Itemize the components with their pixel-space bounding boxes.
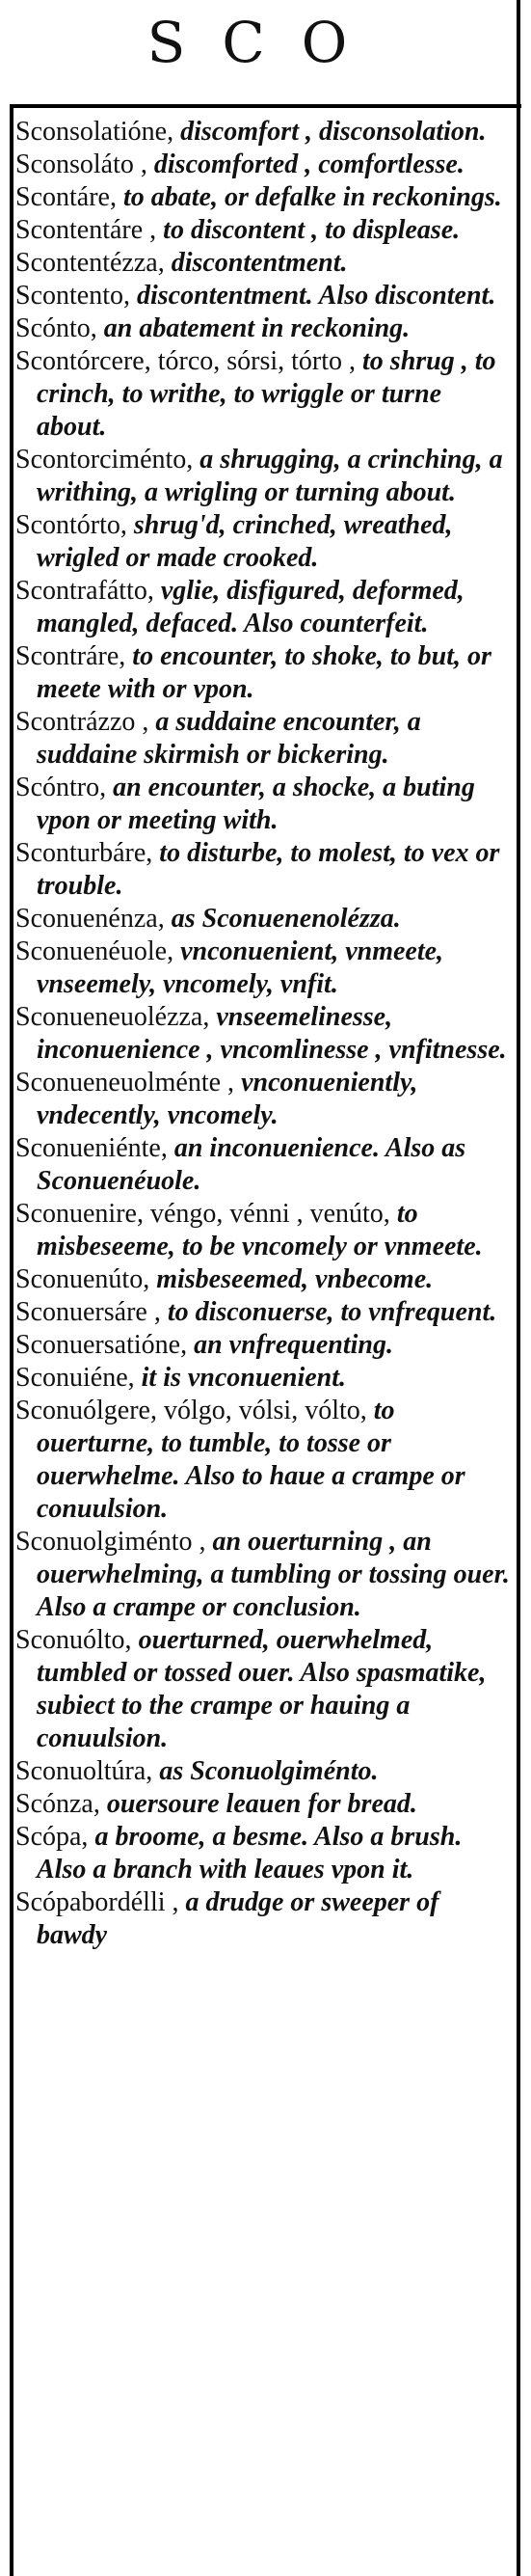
dictionary-entry: [13, 116, 515, 149]
entry-headword: Scónto,: [15, 313, 97, 343]
entry-headword: Scontórto,: [15, 510, 127, 540]
entry-definition: as Sconuolgiménto.: [152, 1756, 379, 1786]
dictionary-entry: [13, 772, 515, 837]
dictionary-entry: [13, 1296, 515, 1329]
entry-headword: Sconturbáre,: [15, 838, 153, 868]
entry-definition: discontentment. Also discontent.: [130, 281, 496, 311]
dictionary-entry: [13, 1821, 515, 1886]
entry-headword: Sconueneuolménte ,: [15, 1068, 235, 1098]
dictionary-entry: [13, 247, 515, 280]
entry-headword: Sconuenéuole,: [15, 936, 174, 966]
entry-headword: Sconuenúto,: [15, 1264, 150, 1294]
page-header: SCO: [146, 10, 385, 75]
entry-headword: Scontrafátto,: [15, 576, 154, 606]
entry-headword: Sconuolgiménto ,: [15, 1527, 206, 1557]
entry-headword: Scóntro,: [15, 773, 107, 802]
entry-definition: discontentment.: [164, 248, 348, 278]
dictionary-entry: [13, 1395, 515, 1526]
dictionary-entry: [13, 509, 515, 575]
dictionary-entry: [13, 1886, 515, 1952]
dictionary-entry: [13, 935, 515, 1001]
entry-definition: vnseemelinesse, inconuenience , vncomlinesse , vnfitnesse.: [37, 1002, 507, 1065]
entry-headword: Sconuiéne,: [15, 1363, 135, 1393]
entry-headword: Scontentézza,: [15, 248, 165, 278]
entry-headword: Sconueneuolézza,: [15, 1002, 210, 1032]
entry-definition: a broome, a besme. Also a brush. Also a branch with leaues vpon it.: [37, 1822, 463, 1885]
entry-headword: Sconsolatióne,: [15, 117, 174, 147]
dictionary-entry: [13, 1624, 515, 1755]
dictionary-entry: [13, 1329, 515, 1362]
entry-definition: to ouerturne, to tumble, to tosse or ouerwhelme. Also to haue a crampe or conuulsion.: [37, 1396, 465, 1524]
entry-definition: to shrug , to crinch, to writhe, to wriggle or turne about.: [37, 346, 496, 442]
entry-headword: Scontórcere, tórco, sórsi, tórto ,: [15, 346, 357, 376]
entry-headword: Sconuersatióne,: [15, 1330, 188, 1360]
dictionary-entry: [13, 444, 515, 509]
entry-headword: Scópabordélli ,: [15, 1887, 179, 1917]
entry-headword: Scontento,: [15, 281, 130, 311]
dictionary-entry: [13, 280, 515, 312]
entry-headword: Sconuólgere, vólgo, vólsi, vólto,: [15, 1396, 367, 1425]
dictionary-entry: [13, 1263, 515, 1296]
dictionary-entry: [13, 1788, 515, 1821]
entry-headword: Scontáre,: [15, 182, 117, 212]
dictionary-entry: [13, 575, 515, 640]
entry-definition: vnconueniently, vndecently, vncomely.: [37, 1068, 418, 1130]
entry-headword: Scontráre,: [15, 641, 126, 671]
entry-definition: misbeseemed, vnbecome.: [149, 1264, 434, 1294]
dictionary-entry: [13, 1067, 515, 1132]
entry-definition: to misbeseeme, to be vncomely or vnmeete.: [37, 1199, 483, 1261]
entry-definition: vglie, disfigured, deformed, mangled, defaced. Also counterfeit.: [37, 576, 465, 638]
dictionary-entry: [13, 149, 515, 181]
entry-definition: an ouerturning , an ouerwhelming, a tumbling or tossing ouer. Also a crampe or conclusion.: [37, 1527, 510, 1622]
dictionary-entry: [13, 181, 515, 214]
entry-definition: a suddaine encounter, a suddaine skirmish or bickering.: [37, 707, 421, 770]
frame-rule-top: [10, 104, 521, 108]
entry-definition: as Sconuenenolézza.: [164, 904, 401, 934]
dictionary-entry: [13, 1132, 515, 1198]
entry-definition: an vnfrequenting.: [187, 1330, 393, 1360]
entry-headword: Sconuenire, véngo, vénni , venúto,: [15, 1199, 390, 1229]
dictionary-entry: [13, 1362, 515, 1395]
entry-definition: discomforted , comfortlesse.: [146, 149, 465, 179]
frame-rule-right: [517, 0, 520, 2576]
dictionary-entry: [13, 345, 515, 444]
entry-headword: Scópa,: [15, 1822, 89, 1852]
entry-definition: a shrugging, a crinching, a writhing, a wrigling or turning about.: [37, 445, 503, 507]
dictionary-entry: [13, 1198, 515, 1263]
dictionary-entry: [13, 1001, 515, 1067]
entry-definition: ouersoure leauen for bread.: [99, 1789, 417, 1819]
dictionary-entry: [13, 214, 515, 247]
entry-headword: Sconuenénza,: [15, 904, 165, 934]
dictionary-entry: [13, 903, 515, 935]
dictionary-entry: [13, 640, 515, 706]
entry-definition: shrug'd, crinched, wreathed, wrigled or made crooked.: [37, 510, 453, 573]
entry-headword: Sconueniénte,: [15, 1133, 168, 1163]
entry-headword: Scónza,: [15, 1789, 100, 1819]
entry-headword: Sconsoláto ,: [15, 149, 147, 179]
entry-definition: to discontent , to displease.: [156, 215, 461, 245]
dictionary-entry: [13, 1755, 515, 1788]
dictionary-entry: [13, 312, 515, 345]
entry-definition: a drudge or sweeper of bawdy: [37, 1887, 439, 1950]
entry-definition: an abatement in reckoning.: [96, 313, 411, 343]
dictionary-entry: [13, 706, 515, 772]
entry-headword: Scontrázzo ,: [15, 707, 149, 737]
dictionary-entry: [13, 1526, 515, 1624]
entry-headword: Sconuólto,: [15, 1625, 132, 1655]
entry-definition: an encounter, a shocke, a buting vpon or meeting with.: [37, 773, 475, 835]
entry-definition: vnconuenient, vnmeete, vnseemely, vncomely, vnfit.: [37, 936, 444, 999]
entry-definition: ouerturned, ouerwhelmed, tumbled or tossed ouer. Also spasmatike, subiect to the crampe or hauing a conuulsion.: [37, 1625, 487, 1753]
entry-headword: Sconuersáre ,: [15, 1297, 161, 1327]
entry-definition: to abate, or defalke in reckonings.: [116, 182, 502, 212]
entry-definition: an inconuenience. Also as Sconuenéuole.: [37, 1133, 466, 1196]
entry-headword: Scontentáre ,: [15, 215, 157, 245]
entry-definition: to disturbe, to molest, to vex or trouble.: [37, 838, 500, 901]
entry-list: [13, 116, 515, 1952]
entry-definition: to disconuerse, to vnfrequent.: [160, 1297, 497, 1327]
entry-definition: discomfort , disconsolation.: [173, 117, 487, 147]
entry-headword: Scontorciménto,: [15, 445, 194, 475]
dictionary-entry: [13, 837, 515, 903]
entry-definition: it is vnconuenient.: [134, 1363, 347, 1393]
entry-headword: Sconuoltúra,: [15, 1756, 153, 1786]
entry-definition: to encounter, to shoke, to but, or meete with or vpon.: [37, 641, 491, 704]
